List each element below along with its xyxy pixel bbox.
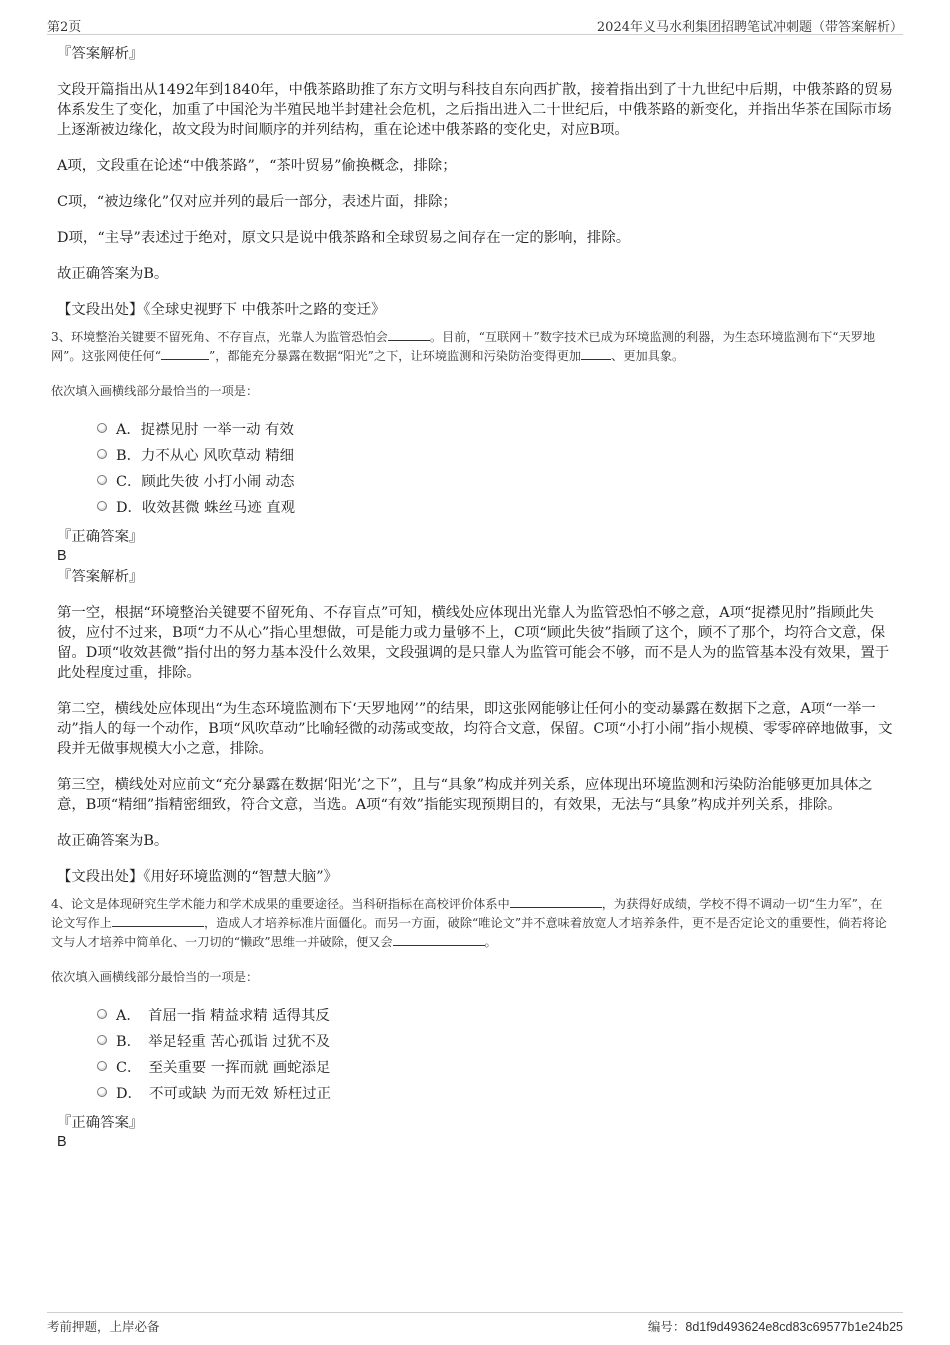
document-title: 2024年义马水利集团招聘笔试冲刺题（带答案解析） bbox=[596, 20, 903, 35]
q2-conclusion: 故正确答案为B。 bbox=[57, 266, 169, 282]
q3-correct-answer: B bbox=[57, 548, 67, 564]
q3-analysis-paragraph: 第三空，横线处对应前文“充分暴露在数据‘阳光’之下”，且与“具象”构成并列关系，应体现出环境监测和污染防治能够更加具体之意，B项“精细”指精密细致，符合文意，当选。A项“有效”指能实现预期目的，有效果，无法与“具象”构成并列关系，排除。 bbox=[57, 777, 873, 813]
q3-prompt: 依次填入画横线部分最恰当的一项是： bbox=[51, 384, 259, 398]
q3-option-d[interactable]: D．收效甚微 蛛丝马迹 直观 bbox=[97, 493, 893, 519]
q3-stem: 3、环境整治关键要不留死角、不存盲点，光靠人为监管恐怕会 。目前，“互联网＋”数字技术已成为环境监测的利器，为生态环境监测布下“天罗地网”。这张网使任何“ ”，都能充分暴露在数据“阳光”之下，让环境监测和污染防治变得更加 、更加具象。 bbox=[51, 330, 876, 363]
q3-option-c[interactable]: C．顾此失彼 小打小闹 动态 bbox=[97, 467, 893, 493]
q2-analysis-label: 『答案解析』 bbox=[57, 46, 144, 62]
q4-options bbox=[97, 1001, 893, 1105]
q3-options bbox=[97, 415, 893, 519]
radio-icon[interactable] bbox=[97, 1061, 107, 1071]
radio-icon[interactable] bbox=[97, 1035, 107, 1045]
q3-analysis-paragraph: 第一空，根据“环境整治关键要不留死角、不存盲点”可知，横线处应体现出光靠人为监管恐怕不够之意，A项“捉襟见肘”指顾此失彼，应付不过来，B项“力不从心”指心里想做，可是能力或力量够不上，C项“顾此失彼”指顾了这个，顾不了那个，均符合文意，保留。D项“收效甚微”指付出的努力基本没什么效果，文段强调的是只靠人为监管可能会不够，而不是人为的监管基本没有效果，置于此处程度过重，排除。 bbox=[57, 605, 890, 681]
q4-option-b[interactable]: B． 举足轻重 苦心孤诣 过犹不及 bbox=[97, 1027, 893, 1053]
fill-blank bbox=[393, 933, 485, 946]
q4-stem: 4、论文是体现研究生学术能力和学术成果的重要途径。当科研指标在高校评价体系中 ，为获得好成绩，学校不得不调动一切“生力军”，在论文写作上 ，造成人才培养标准片面僵化。而另一方面，破除“唯论文”并不意味着放宽人才培养条件，更不是否定论文的重要性，倘若将论文与人才培养中简单化、一刀切的“懒政”思维一并破除，便又会 。 bbox=[51, 897, 887, 949]
page-number: 第2页 bbox=[47, 20, 82, 35]
footer-slogan: 考前押题，上岸必备 bbox=[47, 1319, 160, 1334]
q3-source: 【文段出处】《用好环境监测的“智慧大脑”》 bbox=[57, 869, 338, 885]
q2-source: 【文段出处】《全球史视野下 中俄茶叶之路的变迁》 bbox=[57, 302, 386, 318]
fill-blank bbox=[510, 895, 602, 908]
q3-option-b[interactable]: B．力不从心 风吹草动 精细 bbox=[97, 441, 893, 467]
fill-blank bbox=[112, 914, 204, 927]
q3-analysis-paragraph: 第二空，横线处应体现出“为生态环境监测布下‘天罗地网’”的结果，即这张网能够让任何小的变动暴露在数据下之意，A项“一举一动”指人的每一个动作，B项“风吹草动”比喻轻微的动荡或变故，均符合文意，保留。C项“小打小闹”指小规模、零零碎碎地做事，文段并无做事规模大小之意，排除。 bbox=[57, 701, 893, 757]
q4-correct-answer: B bbox=[57, 1134, 67, 1150]
q4-prompt: 依次填入画横线部分最恰当的一项是： bbox=[51, 970, 259, 984]
q4-correct-label: 『正确答案』 bbox=[57, 1115, 144, 1131]
q2-analysis-paragraph: A项，文段重在论述“中俄茶路”，“茶叶贸易”偷换概念，排除； bbox=[57, 158, 457, 174]
q4-option-a[interactable]: A． 首屈一指 精益求精 适得其反 bbox=[97, 1001, 893, 1027]
page-header bbox=[47, 14, 903, 35]
fill-blank bbox=[161, 347, 209, 360]
q4-option-d[interactable]: D． 不可或缺 为而无效 矫枉过正 bbox=[97, 1079, 893, 1105]
fill-blank bbox=[388, 328, 430, 341]
q2-analysis-paragraph: D项，“主导”表述过于绝对，原文只是说中俄茶路和全球贸易之间存在一定的影响，排除。 bbox=[57, 230, 631, 246]
document-code: 编号：8d1f9d493624e8cd83c69577b1e24b25 bbox=[647, 1320, 903, 1334]
q4-option-c[interactable]: C． 至关重要 一挥而就 画蛇添足 bbox=[97, 1053, 893, 1079]
page-footer bbox=[47, 1312, 903, 1335]
radio-icon[interactable] bbox=[97, 1087, 107, 1097]
radio-icon[interactable] bbox=[97, 1009, 107, 1019]
radio-icon[interactable] bbox=[97, 501, 107, 511]
radio-icon[interactable] bbox=[97, 475, 107, 485]
fill-blank bbox=[581, 347, 611, 360]
q3-option-a[interactable]: A．捉襟见肘 一举一动 有效 bbox=[97, 415, 893, 441]
q3-analysis-label: 『答案解析』 bbox=[57, 569, 144, 585]
q2-analysis-paragraph: C项，“被边缘化”仅对应并列的最后一部分，表述片面，排除； bbox=[57, 194, 457, 210]
document-content bbox=[51, 44, 893, 1153]
radio-icon[interactable] bbox=[97, 423, 107, 433]
q3-correct-label: 『正确答案』 bbox=[57, 529, 144, 545]
radio-icon[interactable] bbox=[97, 449, 107, 459]
q3-conclusion: 故正确答案为B。 bbox=[57, 833, 169, 849]
q2-analysis-paragraph: 文段开篇指出从1492年到1840年，中俄茶路助推了东方文明与科技自东向西扩散，接着指出到了十九世纪中后期，中俄茶路的贸易体系发生了变化，加重了中国沦为半殖民地半封建社会危机，之后指出进入二十世纪后，中俄茶路的新变化，并指出华茶在国际市场上逐渐被边缘化，故文段为时间顺序的并列结构，重在论述中俄茶路的变化史，对应B项。 bbox=[57, 82, 893, 138]
